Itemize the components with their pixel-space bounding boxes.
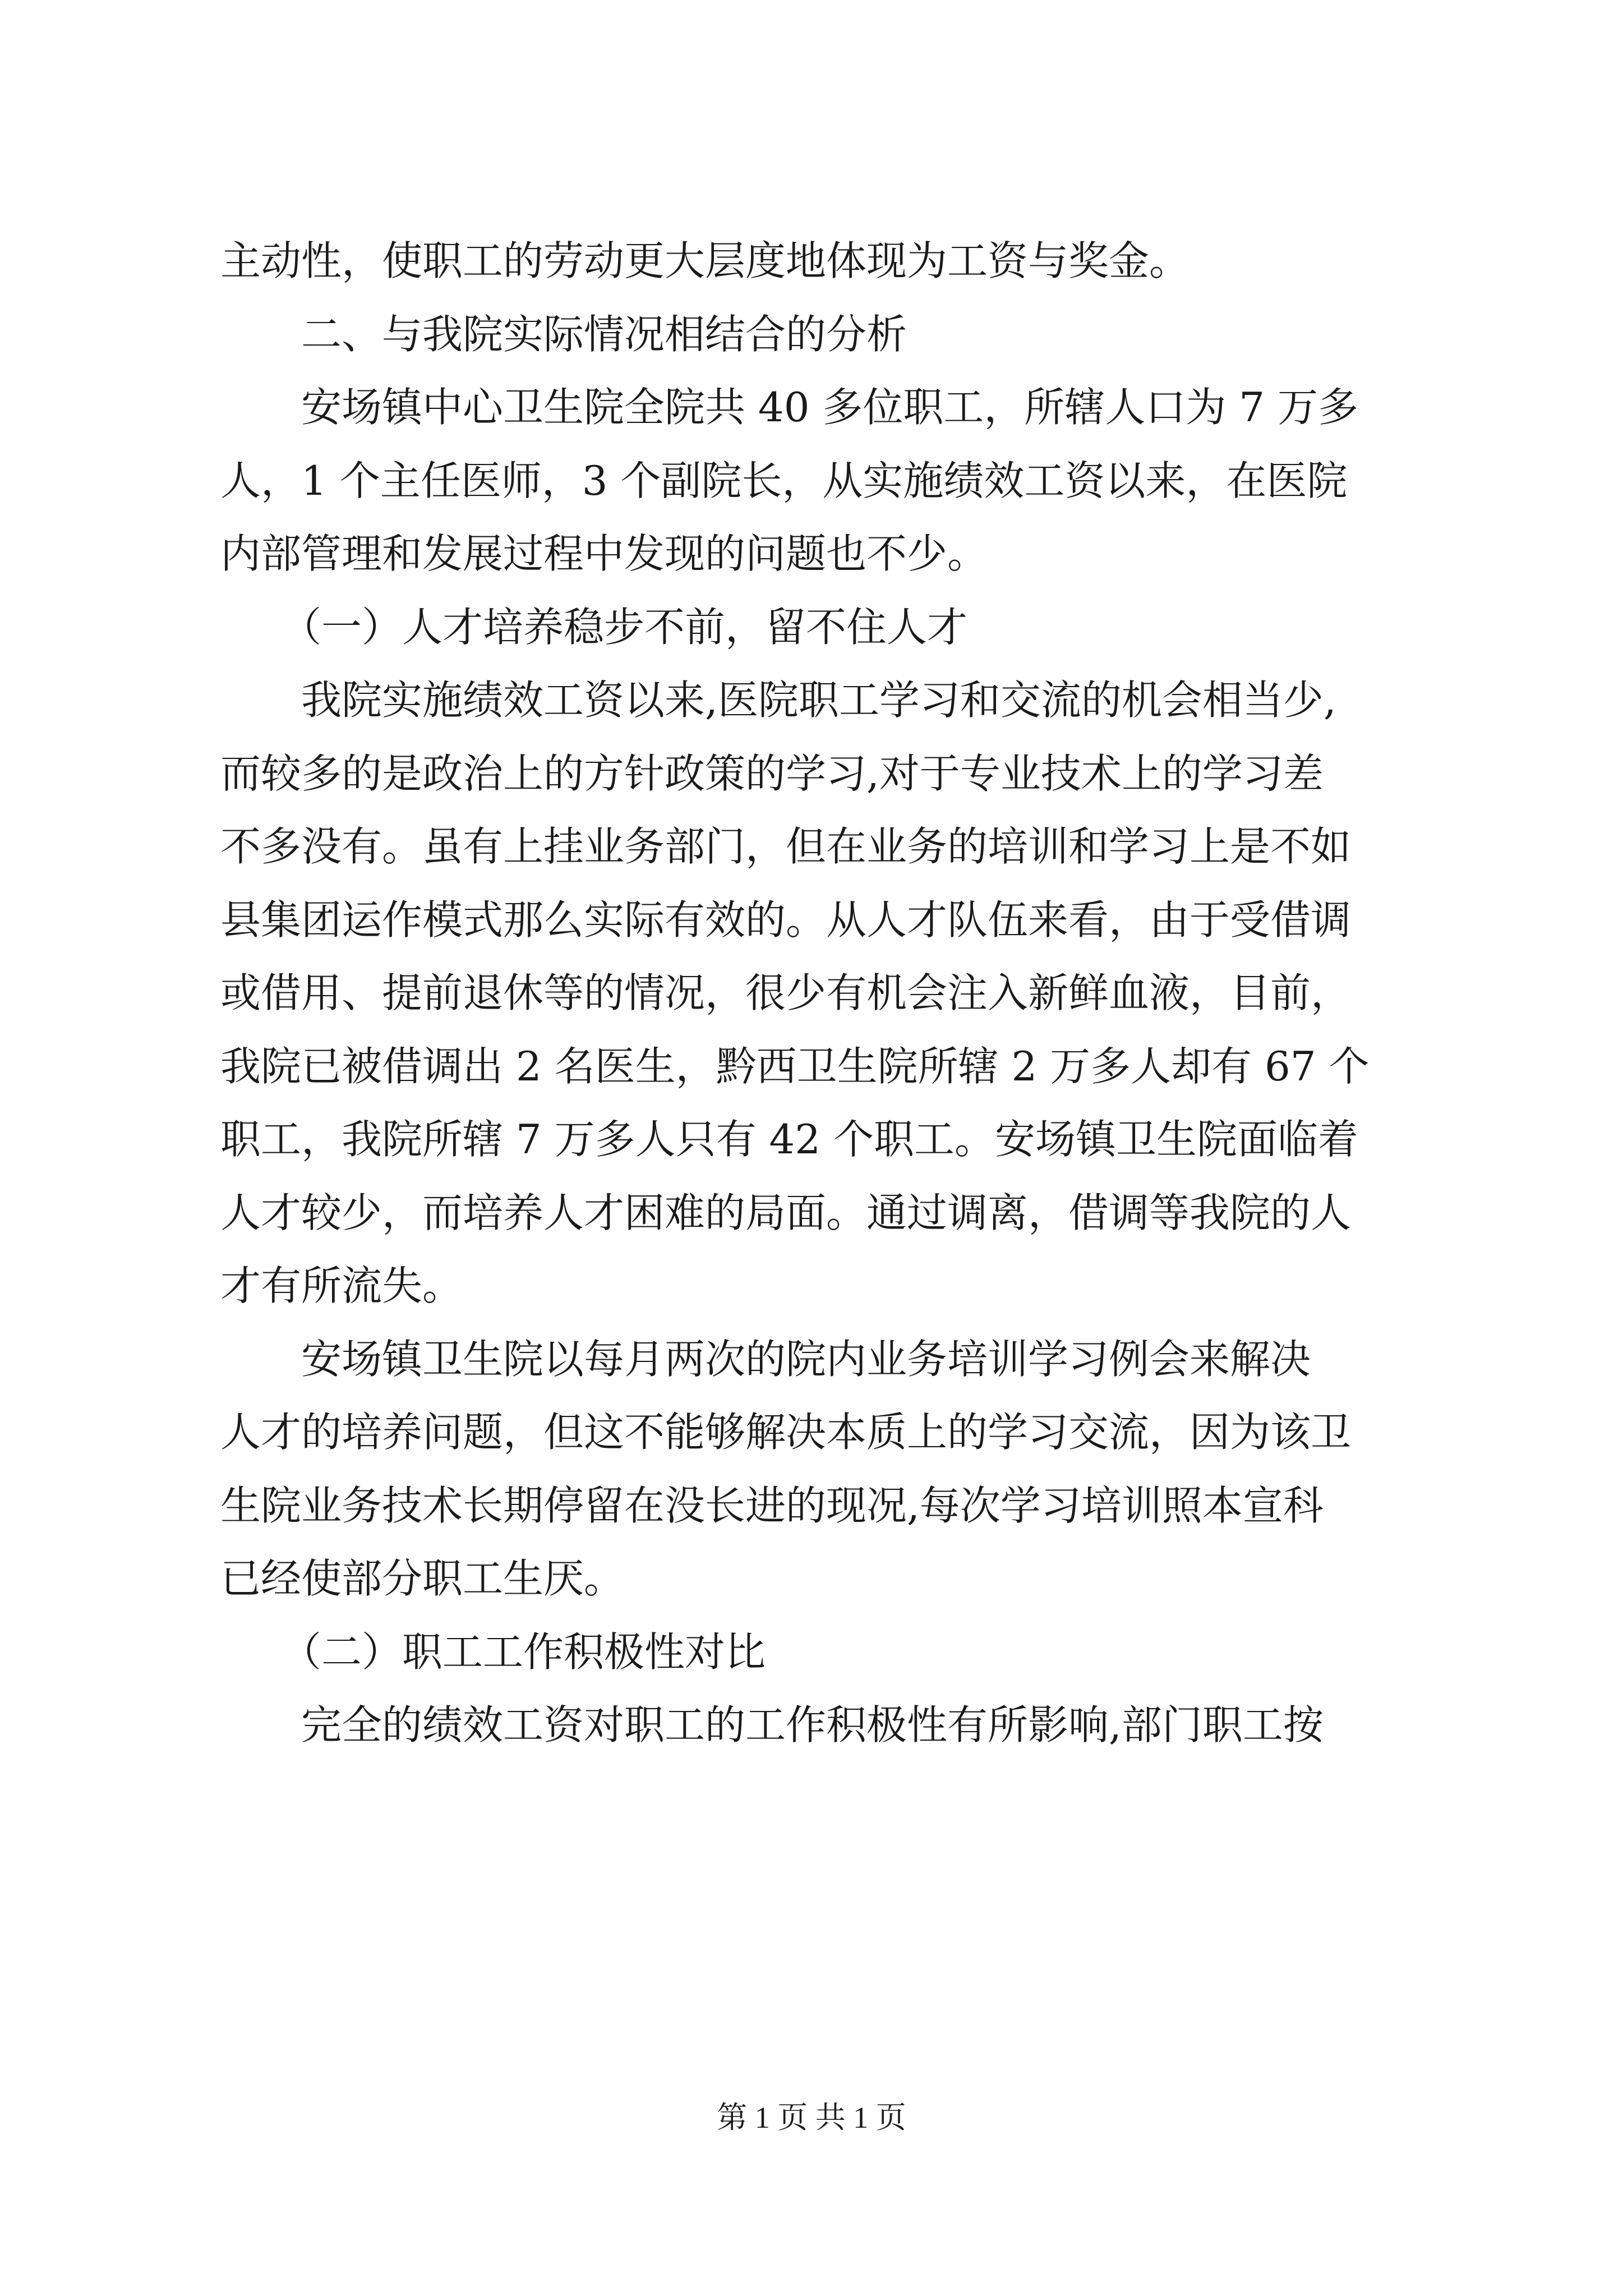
body-line: 完全的绩效工资对职工的工作积极性有所影响,部门职工按	[220, 1701, 1324, 1749]
body-line: 而较多的是政治上的方针政策的学习,对于专业技术上的学习差	[220, 749, 1324, 797]
body-line: 人才较少，而培养人才困难的局面。通过调离，借调等我院的人	[220, 1189, 1352, 1236]
subsection-heading: （二）职工工作积极性对比	[220, 1628, 766, 1676]
body-line: 我院实施绩效工资以来,医院职工学习和交流的机会相当少,	[220, 677, 1336, 724]
document-body	[220, 224, 1404, 1762]
body-line: 安场镇卫生院以每月两次的院内业务培训学习例会来解决	[220, 1335, 1311, 1383]
body-line: 人才的培养问题，但这不能够解决本质上的学习交流，因为该卫	[220, 1409, 1352, 1456]
body-line: 或借用、提前退休等的情况，很少有机会注入新鲜血液，目前，	[220, 969, 1352, 1016]
body-line: 县集团运作模式那么实际有效的。从人才队伍来看，由于受借调	[220, 896, 1352, 944]
body-line: 职工，我院所辖 7 万多人只有 42 个职工。安场镇卫生院面临着	[220, 1116, 1358, 1163]
body-line: 主动性，使职工的劳动更大层度地体现为工资与奖金。	[220, 237, 1190, 284]
body-line: 我院已被借调出 2 名医生，黔西卫生院所辖 2 万多人却有 67 个	[220, 1042, 1370, 1090]
body-line: 才有所流失。	[220, 1262, 463, 1309]
section-heading: 二、与我院实际情况相结合的分析	[220, 310, 907, 358]
body-line: 内部管理和发展过程中发现的问题也不少。	[220, 530, 988, 577]
body-line: 人，1 个主任医师，3 个副院长，从实施绩效工资以来，在医院	[220, 457, 1348, 504]
page-number-label: 第 1 页 共 1 页	[717, 2101, 906, 2134]
body-line: 已经使部分职工生厌。	[220, 1555, 625, 1602]
body-line: 生院业务技术长期停留在没长进的现况,每次学习培训照本宣科	[220, 1481, 1324, 1529]
page-footer	[0, 2095, 1623, 2140]
subsection-heading: （一）人才培养稳步不前，留不住人才	[220, 603, 968, 651]
body-line: 安场镇中心卫生院全院共 40 多位职工，所辖人口为 7 万多	[220, 384, 1358, 431]
body-line: 不多没有。虽有上挂业务部门，但在业务的培训和学习上是不如	[220, 823, 1352, 870]
